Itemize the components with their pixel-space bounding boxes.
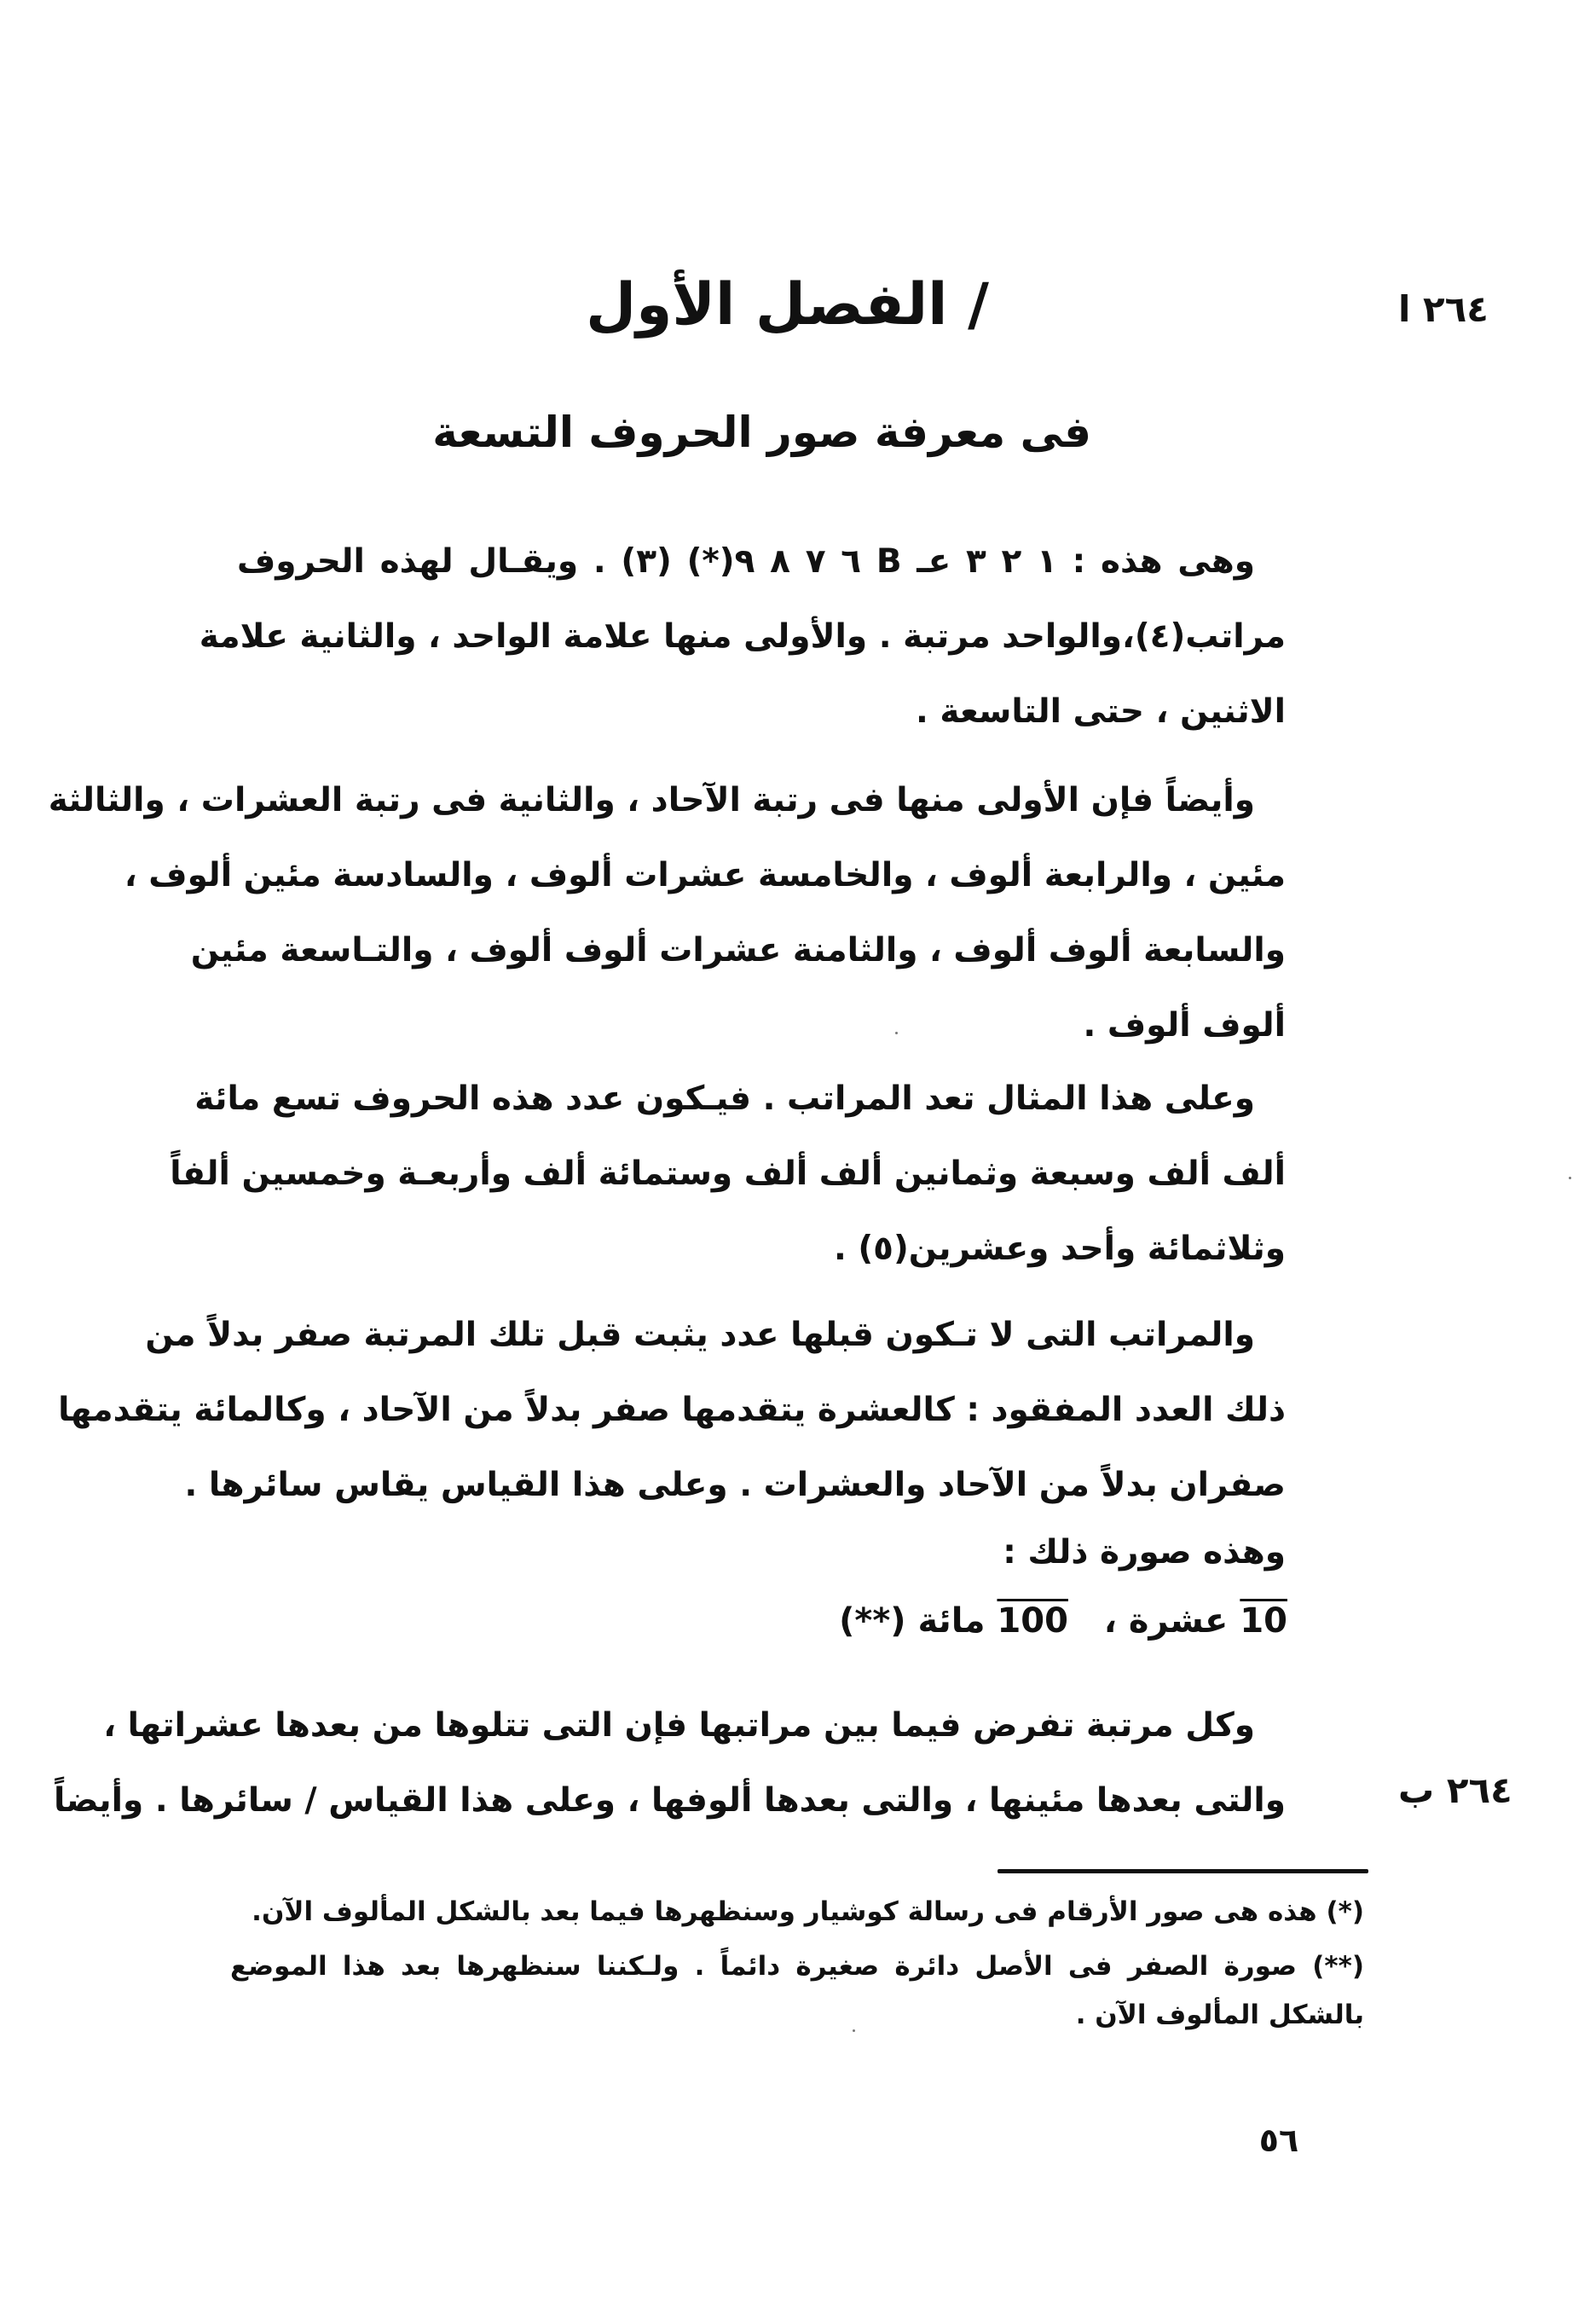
scan-speck [853, 2029, 855, 2032]
scan-speck [895, 1032, 898, 1034]
ten-label: عشرة ، [1103, 1601, 1229, 1641]
footnote-2-line-2: بالشكل المألوف الآن . [1075, 2000, 1364, 2030]
paragraph-line: مئين ، والرابعة ألوف ، والخامسة عشرات ألوف ، والسادسة مئين ألوف ، [124, 856, 1286, 894]
chapter-subtitle: فى معرفة صور الحروف التسعة [432, 408, 1091, 457]
footnotes [230, 1884, 1364, 2036]
ten-numeral: 10 [1240, 1601, 1287, 1641]
chapter-title: / الفصل الأول [586, 271, 989, 339]
paragraph-line: ذلك العدد المفقود : كالعشرة يتقدمها صفر بدلاً من الآحاد ، وكالمائة يتقدمها [58, 1391, 1286, 1429]
paragraph-line: ألف ألف وسبعة وثمانين ألف ألف وستمائة ألف وأربعـة وخمسين ألفاً [170, 1155, 1286, 1193]
paragraph-4 [58, 1298, 1286, 1583]
paragraph-line: مراتب(٤)،والواحد مرتبة . والأولى منها علامة الواحد ، والثانية علامة [199, 617, 1286, 656]
margin-folio-marker-bottom: ٢٦٤ ب [1398, 1769, 1512, 1811]
paragraph-5 [53, 1688, 1286, 1838]
footnote-1: (*) هذه هى صور الأرقام فى رسالة كوشيار وسنظهرها فيما بعد بالشكل المألوف الآن. [252, 1896, 1364, 1927]
paragraph-2 [48, 763, 1286, 1063]
paragraph-line: وثلاثمائة وأحد وعشرين(٥) . [833, 1230, 1286, 1268]
paragraph-line: والتى بعدها مئينها ، والتى بعدها ألوفها ، وعلى هذا القياس / سائرها . وأيضاً [53, 1781, 1286, 1820]
paragraph-line: الاثنين ، حتى التاسعة . [915, 692, 1286, 731]
footnote-divider [998, 1869, 1368, 1873]
hundred-label: مائة (**) [839, 1601, 986, 1641]
zero-example-line [750, 1601, 1287, 1641]
paragraph-line: صفران بدلاً من الآحاد والعشرات . وعلى هذا القياس يقاس سائرها . [184, 1466, 1286, 1504]
paragraph-3 [170, 1062, 1286, 1287]
hundred-numeral: 100 [997, 1601, 1068, 1641]
margin-folio-marker-top: ٢٦٤ ا [1398, 288, 1489, 330]
page-number: ٥٦ [1258, 2121, 1299, 2159]
paragraph-line: وأيضاً فإن الأولى منها فى رتبة الآحاد ، والثانية فى رتبة العشرات ، والثالثة [48, 781, 1255, 819]
paragraph-1 [199, 524, 1286, 750]
paragraph-line: ألوف ألوف . [1083, 1006, 1286, 1045]
paragraph-line: والسابعة ألوف ألوف ، والثامنة عشرات ألوف ألوف ، والتـاسعة مئين [190, 931, 1286, 970]
footnote-2-line-1: (**) صورة الصفر فى الأصل دائرة صغيرة دائماً . ولـكننا سنظهرها بعد هذا الموضع [230, 1951, 1364, 1982]
paragraph-line: وهى هذه : ١ ٢ ٣ عـ B ٦ ٧ ٨ ٩(*) (٣) . ويقـال لهذه الحروف [237, 542, 1256, 581]
paragraph-line: وهذه صورة ذلك : [1003, 1533, 1286, 1572]
paragraph-line: وكل مرتبة تفرض فيما بين مراتبها فإن التى تتلوها من بعدها عشراتها ، [103, 1706, 1255, 1745]
paragraph-line: وعلى هذا المثال تعد المراتب . فيـكون عدد هذه الحروف تسع مائة [194, 1080, 1255, 1118]
scan-speck [1569, 1177, 1571, 1179]
paragraph-line: والمراتب التى لا تـكون قبلها عدد يثبت قبل تلك المرتبة صفر بدلاً من [145, 1316, 1255, 1354]
